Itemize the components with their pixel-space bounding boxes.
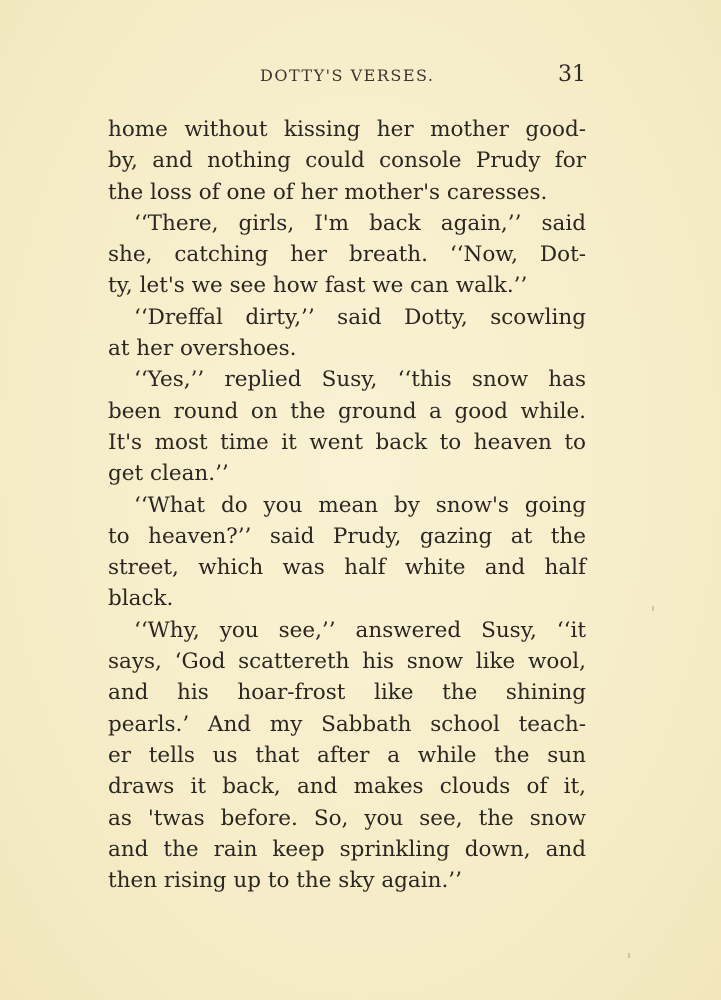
text-line: she, catching her breath. ‘‘Now, Dot- bbox=[108, 242, 586, 268]
text-line: and the rain keep sprinkling down, and bbox=[108, 836, 586, 862]
page-header bbox=[110, 62, 586, 92]
text-line: street, which was half white and half bbox=[108, 555, 586, 581]
text-line: then rising up to the sky again.’’ bbox=[108, 868, 462, 894]
text-line: ‘‘What do you mean by snow's going bbox=[134, 492, 586, 518]
text-line: draws it back, and makes clouds of it, bbox=[108, 774, 586, 800]
text-line: by, and nothing could console Prudy for bbox=[108, 148, 586, 174]
text-line: home without kissing her mother good- bbox=[108, 117, 586, 142]
text-line: ‘‘There, girls, I'm back again,’’ said bbox=[134, 210, 586, 236]
text-line: ty, let's we see how fast we can walk.’’ bbox=[108, 273, 528, 299]
text-line: as 'twas before. So, you see, the snow bbox=[108, 805, 586, 831]
text-line: and his hoar-frost like the shining bbox=[108, 680, 586, 706]
text-line: ‘‘Yes,’’ replied Susy, ‘‘this snow has bbox=[134, 367, 586, 393]
paper-speck bbox=[652, 606, 654, 611]
paper-speck bbox=[628, 953, 630, 958]
text-line: says, ‘God scattereth his snow like wool, bbox=[108, 649, 586, 675]
text-line: to heaven?’’ said Prudy, gazing at the bbox=[108, 523, 586, 549]
text-line: been round on the ground a good while. bbox=[108, 398, 586, 424]
text-line: the loss of one of her mother's caresses. bbox=[108, 179, 548, 205]
page-number: 31 bbox=[558, 62, 586, 87]
text-line: at her overshoes. bbox=[108, 336, 297, 362]
text-line: get clean.’’ bbox=[108, 461, 229, 487]
text-line: pearls.’ And my Sabbath school teach- bbox=[108, 711, 586, 737]
text-line: ‘‘Why, you see,’’ answered Susy, ‘‘it bbox=[134, 617, 586, 643]
text-line: black. bbox=[108, 586, 174, 612]
text-line: It's most time it went back to heaven to bbox=[108, 429, 586, 455]
text-line: ‘‘Dreffal dirty,’’ said Dotty, scowling bbox=[134, 304, 586, 330]
body-text bbox=[108, 114, 586, 896]
text-line: er tells us that after a while the sun bbox=[108, 742, 586, 768]
running-head: DOTTY'S VERSES. bbox=[260, 66, 435, 85]
